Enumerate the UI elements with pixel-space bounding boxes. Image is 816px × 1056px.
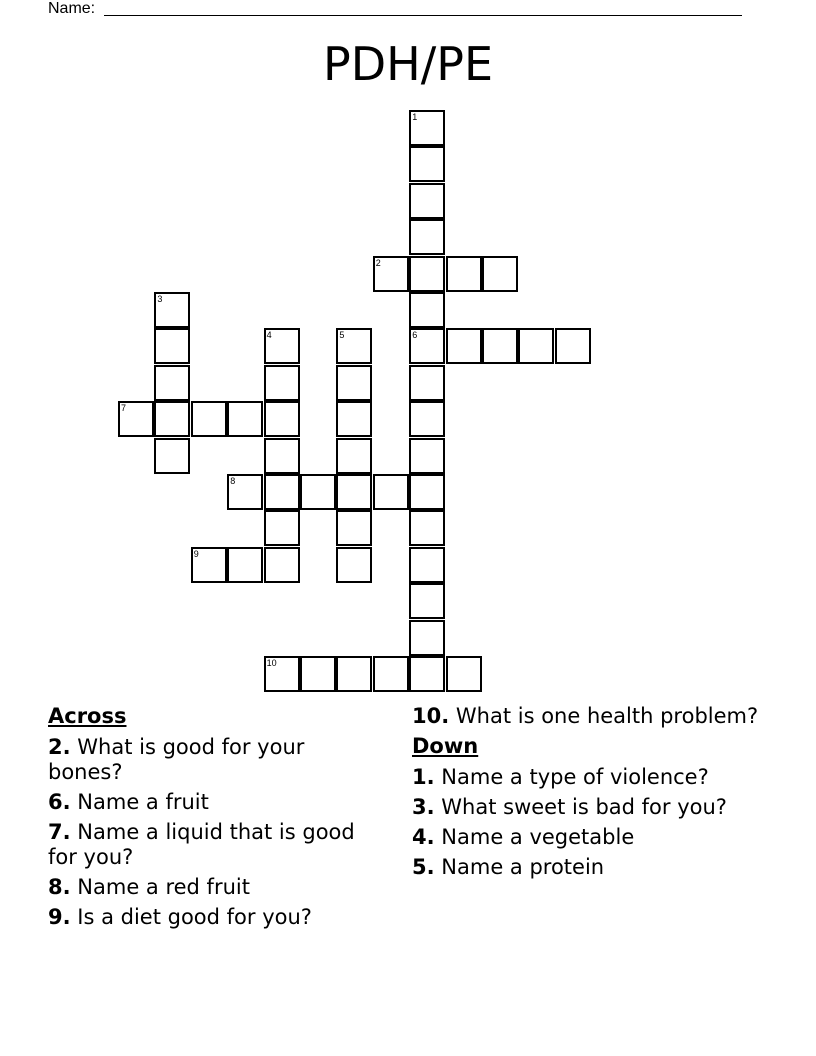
crossword-cell[interactable] — [409, 328, 445, 364]
clue-across-9: 9. Is a diet good for you? — [48, 905, 312, 929]
crossword-cell[interactable] — [264, 510, 300, 546]
crossword-cell[interactable] — [446, 656, 482, 692]
crossword-cell[interactable] — [409, 256, 445, 292]
clue-number: 6 — [412, 330, 418, 341]
crossword-cell[interactable] — [300, 656, 336, 692]
crossword-cell[interactable] — [191, 401, 227, 437]
clue-number: 5 — [339, 330, 345, 341]
crossword-cell[interactable] — [154, 401, 190, 437]
crossword-cell[interactable] — [409, 510, 445, 546]
crossword-cell[interactable] — [518, 328, 554, 364]
crossword-cell[interactable] — [154, 328, 190, 364]
crossword-cell[interactable] — [227, 547, 263, 583]
crossword-cell[interactable] — [409, 110, 445, 146]
crossword-cell[interactable] — [336, 438, 372, 474]
crossword-cell[interactable] — [373, 656, 409, 692]
clue-number: 9 — [193, 548, 199, 559]
page-title: PDH/PE — [322, 37, 494, 91]
crossword-cell[interactable] — [336, 656, 372, 692]
crossword-cell[interactable] — [446, 328, 482, 364]
crossword-cell[interactable] — [373, 474, 409, 510]
clue-down-1: 1. Name a type of violence? — [412, 765, 709, 789]
down-heading: Down — [412, 734, 479, 758]
crossword-cell[interactable] — [409, 583, 445, 619]
clue-across-7: 7. Name a liquid that is good for you? — [48, 820, 355, 869]
clue-down-3: 3. What sweet is bad for you? — [412, 795, 727, 819]
crossword-cell[interactable] — [264, 438, 300, 474]
crossword-cell[interactable] — [336, 328, 372, 364]
clues-left-column — [48, 704, 378, 935]
crossword-cell[interactable] — [264, 401, 300, 437]
crossword-cell[interactable] — [482, 328, 518, 364]
clue-number: 4 — [266, 330, 272, 341]
crossword-cell[interactable] — [482, 256, 518, 292]
crossword-cell[interactable] — [336, 474, 372, 510]
crossword-cell[interactable] — [336, 510, 372, 546]
clue-number: 3 — [157, 294, 163, 304]
clue-number: 10 — [266, 658, 277, 668]
crossword-cell[interactable] — [409, 401, 445, 437]
crossword-cell[interactable] — [409, 438, 445, 474]
crossword-cell[interactable] — [409, 365, 445, 401]
clue-down-5: 5. Name a protein — [412, 855, 605, 879]
across-heading: Across — [48, 704, 127, 728]
crossword-cell[interactable] — [409, 146, 445, 182]
crossword-cell[interactable] — [336, 547, 372, 583]
clue-across-8: 8. Name a red fruit — [48, 875, 250, 899]
crossword-cell[interactable] — [154, 438, 190, 474]
clue-number: 7 — [121, 403, 127, 414]
clue-down-4: 4. Name a vegetable — [412, 825, 635, 849]
clue-across-10: 10. What is one health problem? — [412, 704, 759, 728]
crossword-cell[interactable] — [264, 328, 300, 364]
name-label: Name: — [48, 0, 96, 17]
crossword-cell[interactable] — [409, 620, 445, 656]
clue-across-6: 6. Name a fruit — [48, 790, 209, 814]
clue-number: 1 — [412, 112, 418, 122]
crossword-cell[interactable] — [409, 219, 445, 255]
clue-across-2: 2. What is good for your bones? — [48, 735, 305, 784]
clue-number: 2 — [375, 257, 381, 268]
crossword-cell[interactable] — [227, 401, 263, 437]
crossword-cell[interactable] — [446, 256, 482, 292]
crossword-cell[interactable] — [409, 474, 445, 510]
crossword-cell[interactable] — [409, 656, 445, 692]
clues-right-column — [412, 704, 762, 885]
crossword-cell[interactable] — [154, 292, 190, 328]
crossword-cell[interactable] — [336, 365, 372, 401]
crossword-cell[interactable] — [409, 183, 445, 219]
crossword-cell[interactable] — [373, 256, 409, 292]
crossword-cell[interactable] — [409, 547, 445, 583]
crossword-cell[interactable] — [154, 365, 190, 401]
crossword-cell[interactable] — [191, 547, 227, 583]
crossword-cell[interactable] — [336, 401, 372, 437]
crossword-cell[interactable] — [300, 474, 336, 510]
crossword-cell[interactable] — [118, 401, 154, 437]
clue-number: 8 — [230, 476, 236, 486]
crossword-cell[interactable] — [264, 474, 300, 510]
crossword-cell[interactable] — [264, 365, 300, 401]
crossword-cell[interactable] — [264, 547, 300, 583]
crossword-cell[interactable] — [409, 292, 445, 328]
crossword-cell[interactable] — [264, 656, 300, 692]
crossword-cell[interactable] — [227, 474, 263, 510]
crossword-cell[interactable] — [555, 328, 591, 364]
